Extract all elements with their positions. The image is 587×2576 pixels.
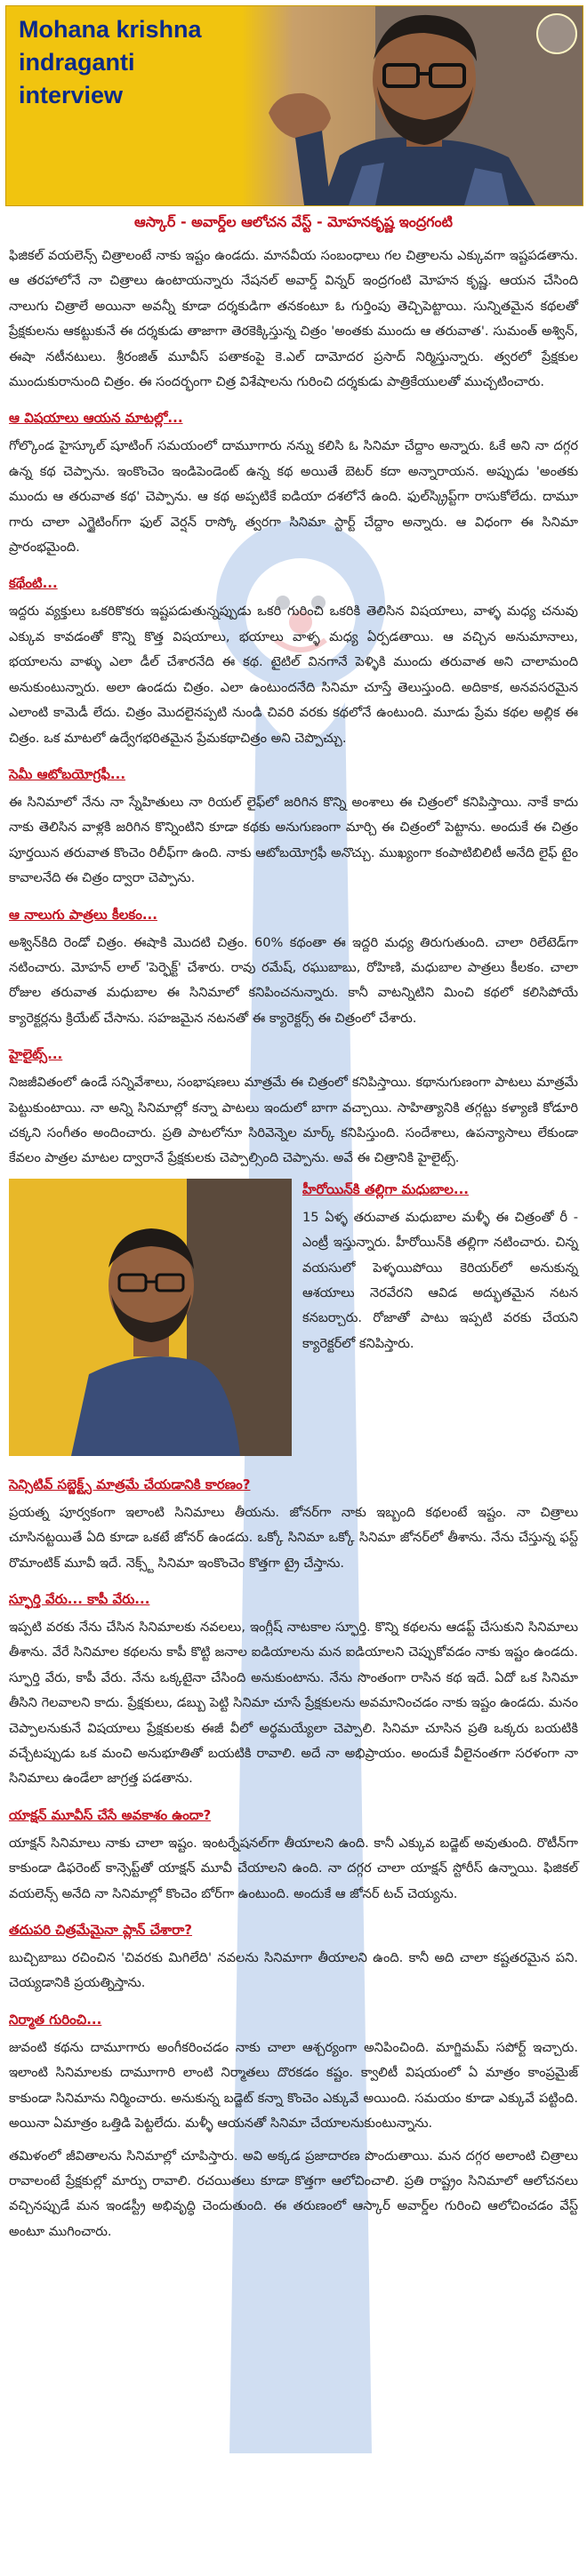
question-heading: తదుపరి చిత్రమేమైనా ప్లాన్ చేశారా? <box>9 1922 193 1939</box>
section-paragraph: గోల్కొండ హైస్కూల్ షూటింగ్ సమయంలో దామూగారు నన్ను కలిసి ఓ సినిమా చేద్దాం అన్నారు. ఓకే అని నా దగ్గర ఉన్న కథ చెప్పాను. ఇంకొంచెం ఇండిపెండెంట్ ఉన్న కథ అయితే బెటర్ కదా అన్నారాయన. అప్పుడు 'అంతకు ముందు ఆ తరువాత కథ' చెప్పాను. ఆ కథ అప్పటికే ఐడియా దశలోనే ఉంది. ఫుల్‌స్క్రిప్ట్‌గా రాసుకోలేదు. దామూ గారు చాలా ఎగ్జైటింగ్‌గా ఫుల్ వెర్షన్ రాస్కో త్వరగా సినిమా స్టార్ట్ చేద్దాం అన్నారు. ఆ విధంగా ఈ సినిమా ప్రారంభమైంది. <box>9 438 578 556</box>
article-headline: ఆస్కార్ - అవార్డ్‌ల ఆలోచన వేస్ట్ - మోహనకృష్ణ ఇంద్రగంటి <box>134 213 453 230</box>
answer-paragraph: బుచ్చిబాబు రచించిన 'చివరకు మిగిలేది' నవలను సినిమాగా తీయాలని ఉంది. కానీ అది చాలా కష్టతరమైన పని. చెయ్యడానికి ప్రయత్నిస్తాను. <box>9 1950 578 1991</box>
section-paragraph: 15 ఏళ్ళ తరువాత మధుబాల మళ్ళీ ఈ చిత్రంతో రీ - ఎంట్రీ ఇస్తున్నారు. హీరోయిన్‌కి తల్లిగా నటించారు. చిన్న వయసులో పెళ్ళయిపోయి కెరియర్‌లో అనుకున్న ఆశయాలు నెరవేరని ఆవిడ అద్భుతమైన నటన కనబర్చారు. రోజాతో పాటు ఇప్పటి వరకు చేయని క్యారెక్టర్‌లో కనిపిస్తారు. <box>302 1209 578 1351</box>
answer-paragraph: జువంటి కథను దామూగారు అంగీకరించడం నాకు చాలా ఆశ్చర్యంగా అనిపించింది. మాగ్జిమమ్ సపోర్ట్ ఇచ్చారు. ఇలాంటి సినిమాలకు దామూగారి లాంటి నిర్మాతలు దొరకడం కష్టం. క్వాలిటీ విషయంలో ఏ మాత్రం కాంప్రమైజ్ కాకుండా సినిమాను నిర్మించారు. అనుకున్న బడ్జెట్ కన్నా కొంచెం ఎక్కువే అయింది. సమయం కూడా ఎక్కువే పట్టింది. అయినా ఏమాత్రం ఒత్తిడి పెట్టలేదు. మళ్ళీ ఆయనతో సినిమా చేయాలనుకుంటున్నాను. <box>9 2039 578 2132</box>
site-logo-icon <box>536 13 577 54</box>
answer-paragraph: ఇప్పటి వరకు నేను చేసిన సినిమాలకు నవలలు, ఇంగ్లీష్ నాటకాల స్ఫూర్తి. కొన్ని కథలను ఆడప్ట్ చేసుకుని సినిమాలు తీశాను. వేరే సినిమాల కథలను కాపీ కొట్టి జనాల ఐడియాలను మన ఐడియాలని చెప్పుకోవడం నాకు ఇష్టం ఉండదు. స్ఫూర్తి వేరు, కాపీ వేరు. నేను ఒక్కటైనా చేసింది అనుకుంటాను. నేను సొంతంగా రాసిన కథ ఇదే. ఏదో ఒక సినిమా తీసిని గెలవాలని కాదు. ప్రేక్షకులు, డబ్బు పెట్టి సినిమా చూసే ప్రేక్షకులను అవమానించడం నాకు ఇష్టం ఉండదు. మనం చెప్పాలనుకునే విషయాలు ప్రేక్షకులకు ఈజీ వీలో అర్థమయ్యేలా చెప్పాలి. సినిమా చూసిన ప్రతి ఒక్కరు బయటికి వచ్చేటప్పుడు ఒక మంచి అనుభూతితో బయటికి రావాలి. అదే నా అభిప్రాయం. అందుకే వీలైనంతగా సరళంగా నా సినిమాలు ఉండేలా జాగ్రత్త పడతాను. <box>9 1620 578 1787</box>
section-heading: హైలైట్స్... <box>9 1046 63 1063</box>
photo-row <box>9 1179 578 1461</box>
director-inset-photo <box>9 1179 292 1456</box>
section-paragraph: ఇద్దరు వ్యక్తులు ఒకరికొకరు ఇష్టపడుతున్నప్పుడు ఒకరి గురించి ఒకరికి తెలిసిన విషయాలు, వాళ్ళ మధ్య చనువు ఎక్కువ కావడంతో కొన్ని కొత్త విషయాలు, భయాలు వాళ్ళ మధ్య ఏర్పడతాయి. ఆ వచ్చిన అనుమానాలు, భయాలను వాళ్ళు ఎలా డీల్ చేశారనేది ఈ కథ. టైటిల్ వినగానే పెళ్ళికి ముందు తరువాత అని చాలామంది అనుకుంటున్నారు. అలా ఉండదు చిత్రం. ఎలా ఉంటుందనేది సినిమా చూస్తే తెలుస్తుంది. అదికాక, అనవసరమైన ఎలాంటి కామెడీ లేదు. చిత్రం మొదలైనప్పటి నుండి చివరి వరకు కథలోనే ఉంటుంది. మూడు ప్రేమ కథల అల్లిక ఈ చిత్రం. ఒక మాటలో ఉద్వేగభరితమైన ప్రేమకథాచిత్రం అని చెప్పొచ్చు. <box>9 604 578 746</box>
section-paragraph: నిజజీవితంలో ఉండే సన్నివేశాలు, సంభాషణలు మాత్రమే ఈ చిత్రంలో కనిపిస్తాయి. కథానుగుణంగా పాటలు మాత్రమే పెట్టుకుంటాయి. నా అన్ని సినిమాల్లో కన్నా పాటలు ఇందులో బాగా వచ్చాయి. సాహిత్యానికి తగ్గట్టు కళ్యాణి కోడూరి చక్కని సంగీతం అందించారు. ప్రతి పాటలోనూ సిరివెన్నెల మార్క్ కనిపిస్తుంది. సందేశాలు, ఉపన్యాసాలు లేకుండా కేవలం పాత్రల మాటల ద్వారానే ప్రేక్షకులకు చెప్పాల్సింది చెప్పాను. అవే ఈ చిత్రానికి హైలైట్స్. <box>9 1075 578 1166</box>
section-paragraph: అశ్విన్‌కిది రెండో చిత్రం. ఈషాకి మొదటి చిత్రం. 60% కథంతా ఈ ఇద్దరి మధ్య తిరుగుతుంది. చాలా రిలేటెడ్‌గా నటించారు. మోహన్ లాల్ 'పెర్ఫెక్ట్' చేశారు. రావు రమేష్, రఘుబాబు, రోహిణి, మధుబాల పాత్రలు కీలకం. చాలా రోజుల తరువాత మధుబాల ఈ సినిమాలో కనిపించనున్నారు. కానీ వాటన్నిటిని మించి కథలో కలిసిపోయే క్యారెక్టర్లను క్రియేట్ చేసాను. సహజమైన నటనతో ఈ క్యారెక్టర్స్ ఈ చిత్రంలో చేశారు. <box>9 934 578 1026</box>
title-line-2: interview <box>19 82 124 108</box>
question-heading: సెన్సిటివ్ సబ్జెక్ట్స్ మాత్రమే చేయడానికి కారణం? <box>9 1476 251 1492</box>
hero-banner <box>5 5 583 206</box>
interview-title <box>19 13 250 112</box>
section-heading: హీరోయిన్‌కి తల్లిగా మధుబాల... <box>302 1180 469 1197</box>
section-heading: ఆ విషయాలు ఆయన మాటల్లో... <box>9 410 183 427</box>
intro-paragraph: ఫిజికల్ వయలెన్స్ చిత్రాలంటే నాకు ఇష్టం ఉండదు. మానవీయ సంబంధాలు గల చిత్రాలను ఎక్కువగా ఇష్టపడతాను. ఆ తరహాలోనే నా చిత్రాలు ఉంటాయన్నారు నేషనల్ అవార్డ్ విన్నర్ ఇంద్రగంటి మోహన కృష్ణ. ఆయన చేసింది నాలుగు చిత్రాలే అయినా అవన్నీ కూడా దర్శకుడిగా తనకంటూ ఓ గుర్తింపు తెచ్చిపెట్టాయి. సున్నితమైన కథలతో ప్రేక్షకులను ఆకట్టుకునే ఈ దర్శకుడు తాజాగా తెరకెక్కిస్తున్న చిత్రం 'అంతకు ముందు ఆ తరువాత'. సుమంత్ అశ్విన్, ఈషా నటీనటులు. శ్రీరంజిత్ మూవీస్ పతాకంపై కె.ఎల్ దామోదర ప్రసాద్ నిర్మిస్తున్నారు. త్వరలో ప్రేక్షకుల ముందుకురానుంది చిత్రం. ఈ సందర్భంగా చిత్ర విశేషాలను గురించి దర్శకుడు పాత్రికేయులతో ముచ్చటించారు. <box>9 248 578 390</box>
photo-side-text <box>302 1179 578 1364</box>
director-photo <box>242 6 583 205</box>
title-line-1: Mohana krishna indraganti <box>19 16 202 76</box>
article-body <box>9 244 578 2252</box>
question-heading: స్ఫూర్తి వేరు... కాపీ వేరు... <box>9 1591 150 1607</box>
question-heading: యాక్షన్ మూవీస్ చేసే అవకాశం ఉందా? <box>9 1806 212 1823</box>
section-paragraph: ఈ సినిమాలో నేను నా స్నేహితులు నా రియల్ లైఫ్‌లో జరిగిన కొన్ని అంశాలు ఈ చిత్రంలో కనిపిస్తాయి. నాకే కాదు నాకు తెలిసిన వాళ్లకి జరిగిన కొన్నింటిని కూడా కథకు అనుగుణంగా మార్చి ఈ చిత్రంలో పెట్టాను. అందుకే ఈ చిత్రం పూర్తయిన తరువాత కొంచెం రిలీఫ్‌గా ఉంది. నాకు ఆటోబయోగ్రఫీ అనొచ్చు. ముఖ్యంగా కంపాటిబిలిటీ అనేది లైఫ్ టైం కావాలనేది ఈ చిత్రం ద్వారా చెప్పాను. <box>9 794 578 886</box>
section-heading: కథేంటి... <box>9 575 58 592</box>
section-heading: సెమీ ఆటోబయోగ్రఫీ... <box>9 765 126 782</box>
question-heading: నిర్మాత గురించి... <box>9 2011 102 2028</box>
section-heading: ఆ నాలుగు పాత్రలు కీలకం... <box>9 906 157 923</box>
answer-paragraph: యాక్షన్ సినిమాలు నాకు చాలా ఇష్టం. ఇంటర్నేషనల్‌గా తీయాలని ఉంది. కానీ ఎక్కువ బడ్జెట్ అవుతుంది. రొటీన్‌గా కాకుండా డిఫరెంట్ కాన్సెప్ట్‌తో యాక్షన్ మూవీ చేయాలని ఉంది. నా దగ్గర చాలా యాక్షన్ స్టోరీస్ ఉన్నాయి. ఫిజికల్ వయలెన్స్ అనేది నా సినిమాల్లో కొంచెం బోర్‌గా ఉంటుంది. అందుకే ఆ జోనర్ టచ్ చెయ్యను. <box>9 1835 578 1901</box>
answer-paragraph: ప్రయత్న పూర్వకంగా ఇలాంటి సినిమాలు తీయను. జోనర్‌గా నాకు ఇబ్బంది కథలంటే ఇష్టం. నా చిత్రాలు చూసినట్టయితే ఏది కూడా ఒకటే జోనర్ ఉండదు. ఒక్కో సినిమా ఒక్కో సినిమా జోనర్‌లో తీశాను. నేను చేస్తున్న ఫస్ట్ రొమాంటిక్ మూవీ ఇదే. నెక్స్ట్ సినిమా ఇంకొంచెం కొత్తగా ట్రై చేస్తాను. <box>9 1504 578 1571</box>
closing-paragraph: తమిళంలో జీవితాలను సినిమాల్లో చూపిస్తారు. అవి అక్కడ ప్రజాదారణ పొందుతాయి. మన దగ్గర అలాంటి చిత్రాలు రావాలంటే ప్రేక్షకుల్లో మార్పు రావాలి. రచయితలు కూడా కొత్తగా ఆలోచించాలి. ప్రతి రాష్ట్రం సినిమాలో ఆలోచనలు వచ్చినప్పుడే మన ఇండస్ట్రీ అభివృద్ధి చెందుతుంది. ఈ తరుణంలో ఆస్కార్ అవార్డ్‌ల గురించి ఆలోచించడం వేస్ట్ అంటూ ముగించారు. <box>9 2148 578 2239</box>
